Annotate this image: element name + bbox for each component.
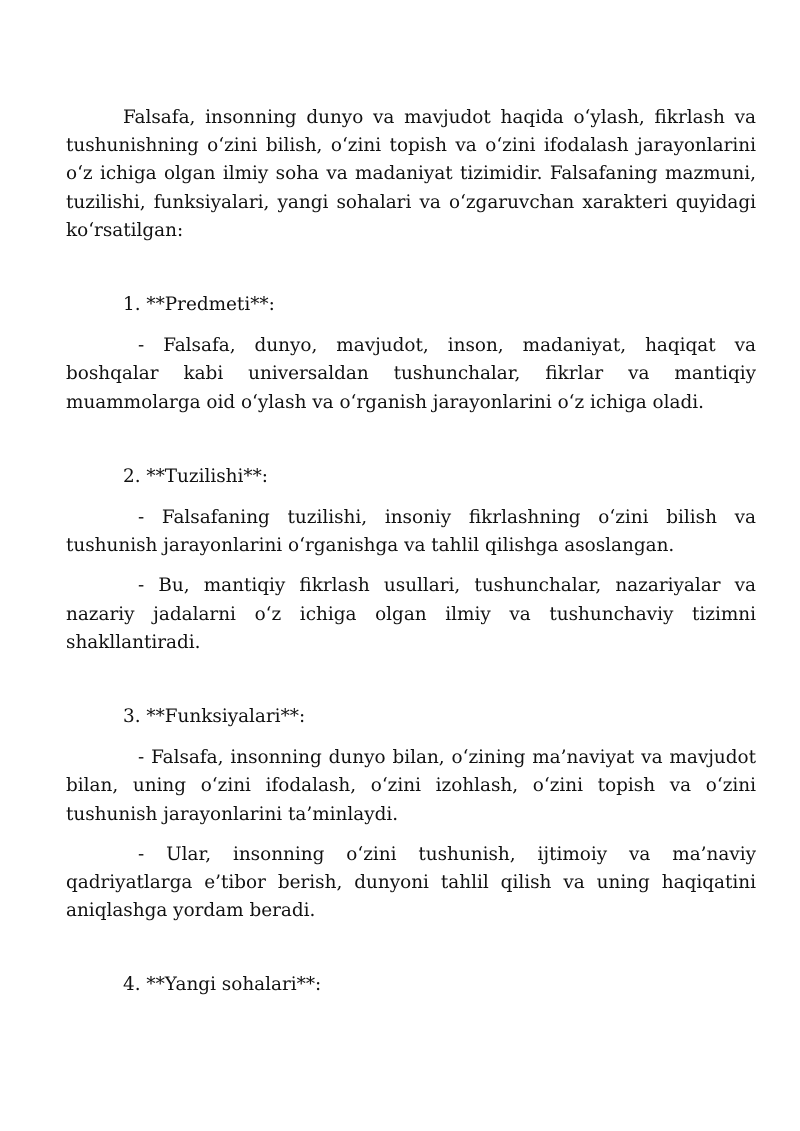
spacer [66, 245, 756, 291]
section-heading-yangi-sohalari: 4. **Yangi sohalari**: [123, 974, 322, 996]
spacer [66, 319, 756, 332]
intro-paragraph: Falsafa, insonning dunyo va mavjudot haqida o‘ylash, fikrlash va tushunishning o‘zini bilish, o‘zini topish va o‘zini ifodalash jarayonlarini o‘z ichiga olgan ilmiy soha va madaniyat tizimidir. Falsafaning mazmuni, tuzilishi, funksiyalari, yangi sohalari va o‘zgaruvchan xarakteri quyidagi ko‘rsatilgan: [66, 107, 756, 241]
spacer [66, 491, 756, 504]
section-heading-predmeti: 1. **Predmeti**: [123, 294, 275, 316]
section-item: - Falsafa, insonning dunyo bilan, o‘zining ma’naviyat va mavjudot bilan, uning o‘zini ifodalash, o‘zini izohlash, o‘zini topish va o‘zini tushunish jarayonlarini ta’minlaydi. [66, 747, 756, 825]
section-item: - Bu, mantiqiy fikrlash usullari, tushunchalar, nazariyalar va nazariy jadalarni o‘z ichiga olgan ilmiy va tushunchaviy tizimni shakllantiradi. [66, 575, 756, 653]
spacer [66, 925, 756, 971]
spacer [66, 560, 756, 572]
spacer [66, 829, 756, 841]
spacer [66, 417, 756, 463]
section-heading-tuzilishi: 2. **Tuzilishi**: [123, 465, 268, 487]
document-page [66, 104, 756, 1000]
spacer [66, 731, 756, 744]
spacer [66, 657, 756, 703]
section-item: - Ular, insonning o‘zini tushunish, ijtimoiy va ma’naviy qadriyatlarga e’tibor berish, dunyoni tahlil qilish va uning haqiqatini aniqlashga yordam beradi. [66, 843, 756, 922]
section-item: - Falsafaning tuzilishi, insoniy fikrlashning o‘zini bilish va tushunish jarayonlarini o‘rganishga va tahlil qilishga asoslangan. [66, 507, 756, 557]
section-item: - Falsafa, dunyo, mavjudot, inson, madaniyat, haqiqat va boshqalar kabi universaldan tushunchalar, fikrlar va mantiqiy muammolarga oid o‘ylash va o‘rganish jarayonlarini o‘z ichiga oladi. [66, 335, 756, 413]
section-heading-funksiyalari: 3. **Funksiyalari**: [123, 706, 306, 728]
